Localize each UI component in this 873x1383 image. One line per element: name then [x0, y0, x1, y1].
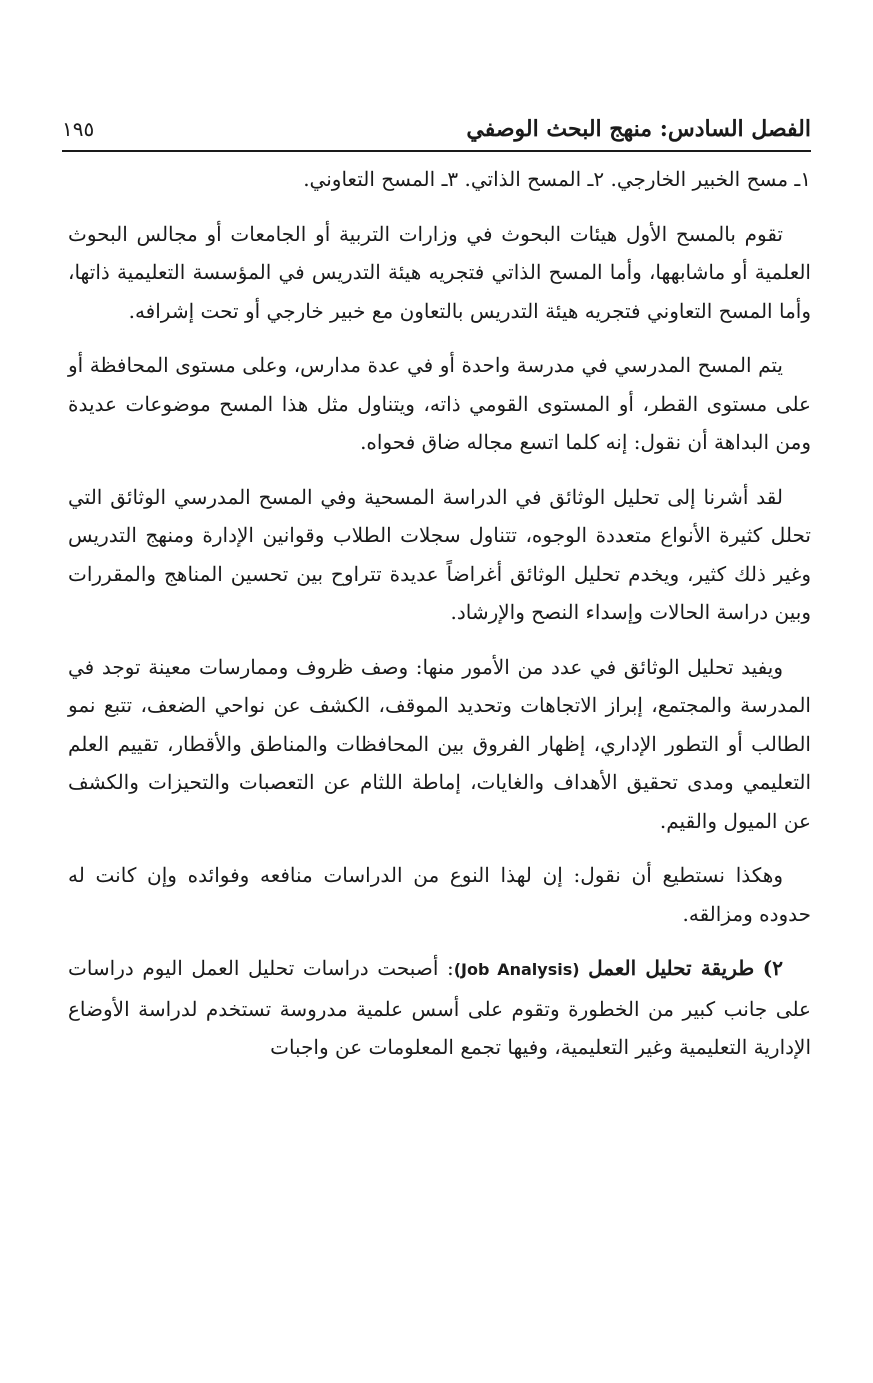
page-header: [62, 108, 811, 152]
paragraph-1: ١ـ مسح الخبير الخارجي. ٢ـ المسح الذاتي. ٣ـ المسح التعاوني.: [303, 167, 811, 191]
section-term: طريقة تحليل العمل: [588, 956, 755, 980]
chapter-title: الفصل السادس: منهج البحث الوصفي: [466, 116, 811, 142]
paragraph-4: لقد أشرنا إلى تحليل الوثائق في الدراسة المسحية وفي المسح المدرسي الوثائق التي تحلل كثيرة الأنواع متعددة الوجوه، تتناول سجلات الطلاب وقوانين الإدارة ومنهج التدريس وغير ذلك كثير، ويخدم تحليل الوثائق أغراضاً عديدة تتراوح بين تحسين المناهج والمقررات وبين دراسة الحالات وإسداء النصح والإرشاد.: [68, 484, 811, 624]
page-body: [68, 160, 811, 1083]
paragraph-2: تقوم بالمسح الأول هيئات البحوث في وزارات التربية أو الجامعات أو مجالس البحوث العلمية أو ماشابهها، وأما المسح الذاتي فتجريه هيئة التدريس في المؤسسة التعليمية ذاتها، وأما المسح التعاوني فتجريه هيئة التدريس بالتعاون مع خبير خارجي أو تحت إشرافه.: [68, 221, 811, 323]
paragraph-5: ويفيد تحليل الوثائق في عدد من الأمور منها: وصف ظروف وممارسات معينة توجد في المدرسة والمجتمع، إبراز الاتجاهات وتحديد الموقف، الكشف عن نواحي الضعف، تتبع نمو الطالب أو التطور الإداري، إظهار الفروق بين المحافظات والمناطق والأقطار، تقييم العلم التعليمي ومدى تحقيق الأهداف والغايات، إماطة اللثام عن التعصبات والتحيزات والكشف عن الميول والقيم.: [68, 654, 811, 833]
section-english-term: (Job Analysis): [453, 960, 580, 979]
paragraph-3: يتم المسح المدرسي في مدرسة واحدة أو في عدة مدارس، وعلى مستوى المحافظة أو على مستوى القطر، أو المستوى القومي ذاته، ويتناول مثل هذا المسح موضوعات عديدة ومن البداهة أن نقول: إنه كلما اتسع مجاله ضاق فحواه.: [68, 353, 811, 454]
paragraph-6: وهكذا نستطيع أن نقول: إن لهذا النوع من الدراسات منافعه وفوائده وإن كانت له حدوده ومزالقه.: [68, 863, 811, 926]
section-text: : أصبحت دراسات تحليل العمل اليوم دراسات على جانب كبير من الخطورة وتقوم على أسس علمية مدروسة تستخدم لدراسة الأوضاع الإدارية التعليمية وغير التعليمية، وفيها تجمع المعلومات عن واجبات: [68, 956, 811, 1059]
section-paragraph: [68, 949, 811, 1067]
section-number: ٢): [762, 956, 783, 980]
page-number: ١٩٥: [62, 117, 95, 141]
